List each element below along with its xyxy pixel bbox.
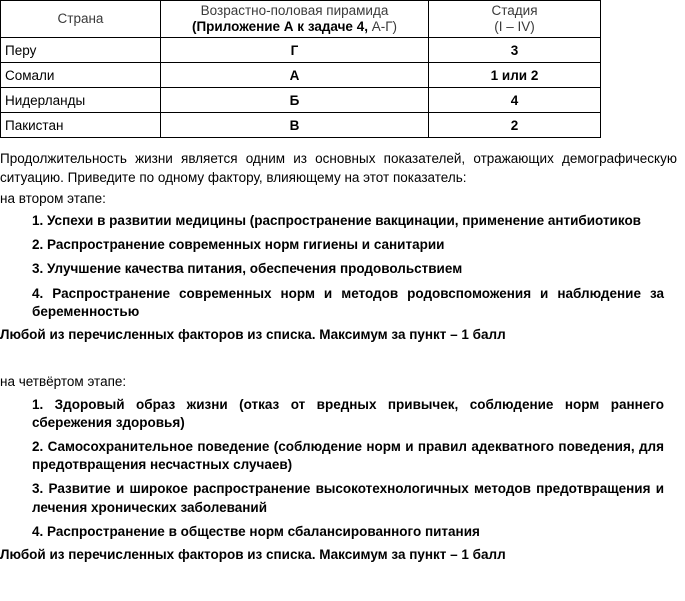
column-header-pyramid-line2 xyxy=(165,19,424,35)
list-item: 1. Успехи в развитии медицины (распространение вакцинации, применение антибиотиков xyxy=(32,213,641,229)
cell-country: Пакистан xyxy=(1,113,161,138)
answer-table xyxy=(0,0,601,138)
column-header-stage-line1: Стадия xyxy=(491,3,538,18)
table-row xyxy=(1,38,601,63)
table-header-row xyxy=(1,1,601,38)
column-header-stage-line2: (I – IV) xyxy=(494,19,535,35)
column-header-pyramid xyxy=(161,1,429,38)
section-four-label: на четвёртом этапе: xyxy=(0,374,127,390)
section-two-list xyxy=(0,212,685,321)
cell-stage: 4 xyxy=(429,88,601,113)
column-header-country xyxy=(1,1,161,38)
list-item: 2. Распространение современных норм гигиены и санитарии xyxy=(32,237,445,253)
section-four-note: Любой из перечисленных факторов из списка. Максимум за пункт – 1 балл xyxy=(0,547,506,563)
table-row xyxy=(1,88,601,113)
section-four-list xyxy=(0,396,685,542)
list-item: 4. Распространение современных норм и методов родовспоможения и наблюдение за беременностью xyxy=(32,285,664,319)
column-header-stage xyxy=(429,1,601,38)
section-two-label: на втором этапе: xyxy=(0,190,106,206)
cell-country: Нидерланды xyxy=(1,88,161,113)
list-item: 4. Распространение в обществе норм сбалансированного питания xyxy=(32,523,480,539)
cell-country: Сомали xyxy=(1,63,161,88)
cell-pyramid: В xyxy=(161,113,429,138)
cell-country: Перу xyxy=(1,38,161,63)
cell-stage: 2 xyxy=(429,113,601,138)
table-row xyxy=(1,113,601,138)
table-header xyxy=(1,1,601,38)
column-header-pyramid-tail: А-Г) xyxy=(367,19,398,35)
table-body xyxy=(1,38,601,138)
list-item: 1. Здоровый образ жизни (отказ от вредных привычек, соблюдение норм раннего сбережения здоровья) xyxy=(32,396,664,430)
column-header-pyramid-line1: Возрастно-половая пирамида xyxy=(200,3,389,18)
intro-paragraph: Продолжительность жизни является одним из основных показателей, отражающих демографическую ситуацию. Приведите по одному фактору, влияющему на этот показатель: xyxy=(0,151,677,185)
list-item: 2. Самосохранительное поведение (соблюдение норм и правил адекватного поведения, для предотвращения несчастных случаев) xyxy=(32,439,664,473)
table-row xyxy=(1,63,601,88)
section-divider-space xyxy=(0,344,685,370)
cell-stage: 1 или 2 xyxy=(429,63,601,88)
cell-pyramid: Г xyxy=(161,38,429,63)
cell-pyramid: А xyxy=(161,63,429,88)
column-header-country-label: Страна xyxy=(57,11,104,27)
section-two-note: Любой из перечисленных факторов из списка. Максимум за пункт – 1 балл xyxy=(0,327,506,343)
cell-pyramid: Б xyxy=(161,88,429,113)
list-item: 3. Развитие и широкое распространение высокотехнологичных методов предотвращения и лечения хронических заболеваний xyxy=(32,481,664,515)
cell-stage: 3 xyxy=(429,38,601,63)
list-item: 3. Улучшение качества питания, обеспечения продовольствием xyxy=(32,261,463,277)
column-header-pyramid-bold: (Приложение А к задаче 4, xyxy=(191,19,368,35)
